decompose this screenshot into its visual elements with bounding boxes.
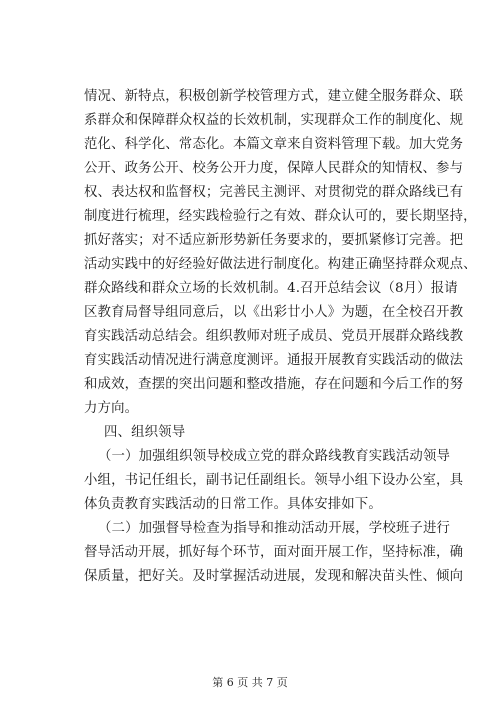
text-line: 和成效，查摆的突出问题和整改措施，存在问题和今后工作的努: [84, 377, 464, 392]
text-line: 公开、政务公开、校务公开力度，保障人民群众的知情权、参与: [84, 161, 464, 176]
text-line: 制度进行梳理，经实践检验行之有效、群众认可的，要长期坚持，: [84, 209, 477, 224]
text-line: 活动实践中的好经验好做法进行制度化。构建正确坚持群众观点、: [84, 257, 477, 272]
text-line: （二）加强督导检查为指导和推动活动开展，学校班子进行: [98, 521, 451, 536]
text-line: 权、表达权和监督权；完善民主测评、对贯彻党的群众路线已有: [84, 185, 464, 200]
text-line: 系群众和保障群众权益的长效机制，实现群众工作的制度化、规: [84, 113, 464, 128]
text-line: 体负责教育实践活动的日常工作。具体安排如下。: [84, 497, 382, 512]
text-line: 区教育局督导组同意后，以《出彩廿小人》为题，在全校召开教: [84, 305, 464, 320]
text-line: 抓好落实；对不适应新形势新任务要求的，要抓紧修订完善。把: [84, 233, 464, 248]
text-line: （一）加强组织领导校成立党的群众路线教育实践活动领导: [98, 449, 451, 464]
text-line: 保质量，把好关。及时掌握活动进展，发现和解决苗头性、倾向: [84, 569, 464, 584]
section-heading: 四、组织领导: [104, 425, 186, 440]
text-line: 力方向。: [84, 401, 139, 416]
text-line: 范化、科学化、常态化。本篇文章来自资料管理下载。加大党务: [84, 137, 464, 152]
text-line: 育实践活动总结会。组织教师对班子成员、党员开展群众路线教: [84, 329, 464, 344]
text-line: 小组，书记任组长，副书记任副组长。领导小组下设办公室，具: [84, 473, 464, 488]
text-line: 群众路线和群众立场的长效机制。4.召开总结会议（8月）报请: [84, 281, 458, 296]
text-line: 育实践活动情况进行满意度测评。通报开展教育实践活动的做法: [84, 353, 464, 368]
text-line: 情况、新特点，积极创新学校管理方式，建立健全服务群众、联: [84, 89, 464, 104]
page-number-footer: 第 6 页 共 7 页: [212, 676, 288, 689]
text-line: 督导活动开展，抓好每个环节，面对面开展工作，坚持标准，确: [84, 545, 464, 560]
